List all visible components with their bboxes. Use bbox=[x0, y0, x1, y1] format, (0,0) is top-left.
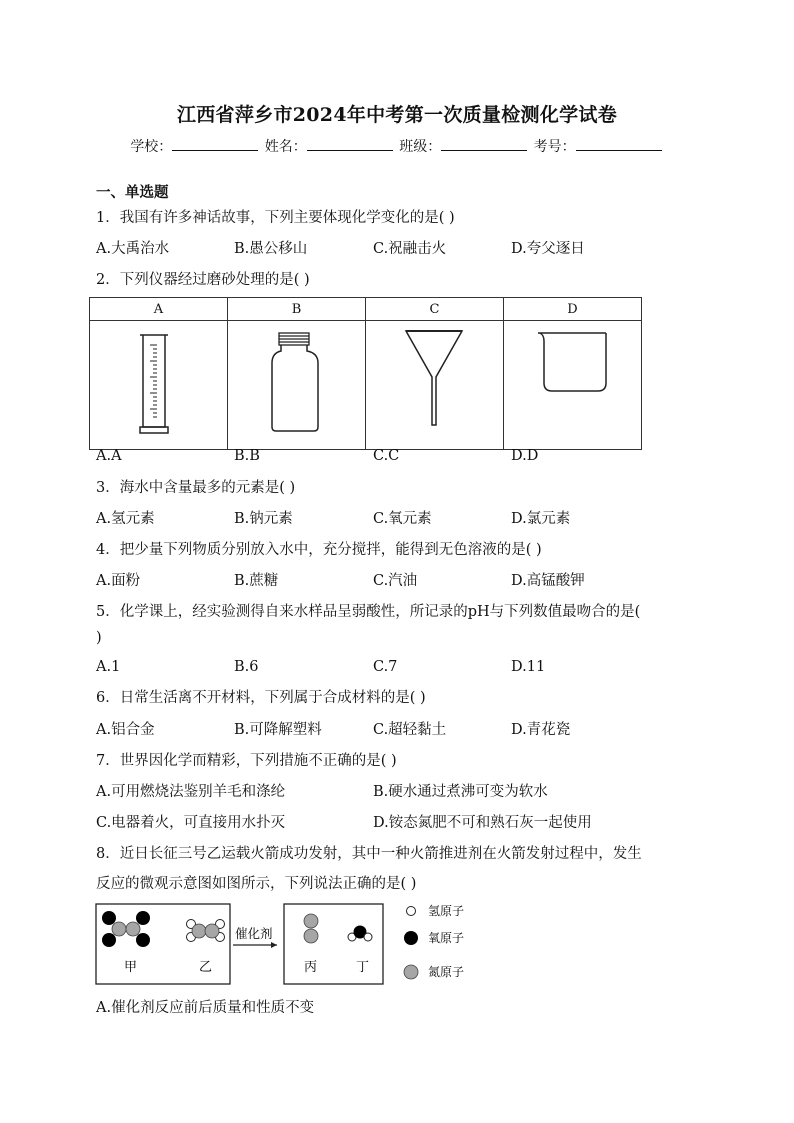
hydrogen-legend-icon bbox=[407, 907, 416, 916]
q6-option-b[interactable]: B.可降解塑料 bbox=[234, 722, 322, 738]
question-5-continued: ) bbox=[96, 630, 102, 646]
q5-option-b[interactable]: B.6 bbox=[234, 659, 259, 675]
q7-option-d[interactable]: D.铵态氮肥不可和熟石灰一起使用 bbox=[373, 815, 592, 831]
q4-option-a[interactable]: A.面粉 bbox=[96, 573, 141, 589]
q2-option-c[interactable]: C.C bbox=[373, 448, 400, 464]
question-6: 6．日常生活离不开材料，下列属于合成材料的是( ) bbox=[96, 690, 426, 706]
q4-option-d[interactable]: D.高锰酸钾 bbox=[511, 573, 585, 589]
q2-option-a[interactable]: A.A bbox=[96, 448, 122, 464]
q7-option-b[interactable]: B.硬水通过煮沸可变为软水 bbox=[373, 784, 548, 800]
question-2: 2．下列仪器经过磨砂处理的是( ) bbox=[96, 272, 310, 288]
funnel-icon bbox=[366, 321, 503, 445]
label-yi: 乙 bbox=[199, 960, 213, 975]
q7-option-c[interactable]: C.电器着火，可直接用水扑灭 bbox=[96, 815, 286, 831]
q3-option-c[interactable]: C.氧元素 bbox=[373, 511, 432, 527]
q2-option-b[interactable]: B.B bbox=[234, 448, 260, 464]
label-bing: 丙 bbox=[304, 960, 318, 975]
q3-option-d[interactable]: D.氯元素 bbox=[511, 511, 571, 527]
oxygen-legend-icon bbox=[404, 931, 418, 945]
q2-option-d[interactable]: D.D bbox=[511, 448, 539, 464]
label-ding: 丁 bbox=[356, 960, 370, 975]
q6-option-d[interactable]: D.青花瓷 bbox=[511, 722, 571, 738]
table-header-d: D bbox=[504, 298, 642, 321]
beaker-cell bbox=[504, 321, 642, 450]
school-blank[interactable] bbox=[172, 136, 258, 151]
reaction-diagram bbox=[95, 901, 485, 991]
student-info-line bbox=[0, 136, 794, 156]
class-label: 班级： bbox=[399, 139, 442, 155]
q3-option-a[interactable]: A.氢元素 bbox=[96, 511, 155, 527]
catalyst-label: 催化剂 bbox=[235, 926, 273, 941]
legend-hydrogen: 氢原子 bbox=[428, 904, 465, 918]
q1-option-c[interactable]: C.祝融击火 bbox=[373, 241, 447, 257]
question-8-continued: 反应的微观示意图如图所示，下列说法正确的是( ) bbox=[96, 876, 417, 892]
graduated-cylinder-icon bbox=[90, 321, 227, 445]
q8-option-a[interactable]: A.催化剂反应前后质量和性质不变 bbox=[96, 1000, 315, 1016]
reagent-bottle-icon bbox=[228, 321, 365, 445]
label-jia: 甲 bbox=[124, 960, 138, 975]
beaker-icon bbox=[504, 321, 641, 445]
question-1: 1．我国有许多神话故事，下列主要体现化学变化的是( ) bbox=[96, 210, 455, 226]
instrument-table bbox=[89, 297, 642, 450]
funnel-cell bbox=[366, 321, 504, 450]
question-5: 5．化学课上，经实验测得自来水样品呈弱酸性，所记录的pH与下列数值最吻合的是( bbox=[96, 604, 641, 620]
q7-option-a[interactable]: A.可用燃烧法鉴别羊毛和涤纶 bbox=[96, 784, 286, 800]
legend-nitrogen: 氮原子 bbox=[428, 965, 465, 979]
q6-option-c[interactable]: C.超轻黏土 bbox=[373, 722, 447, 738]
question-8: 8．近日长征三号乙运载火箭成功发射，其中一种火箭推进剂在火箭发射过程中，发生 bbox=[96, 846, 642, 862]
number-blank[interactable] bbox=[576, 136, 662, 151]
table-header-a: A bbox=[90, 298, 228, 321]
reagent-bottle-cell bbox=[228, 321, 366, 450]
class-blank[interactable] bbox=[441, 136, 527, 151]
q5-option-c[interactable]: C.7 bbox=[373, 659, 398, 675]
graduated-cylinder-cell bbox=[90, 321, 228, 450]
q5-option-a[interactable]: A.1 bbox=[96, 659, 121, 675]
arrow-head-icon bbox=[271, 942, 277, 948]
table-header-c: C bbox=[366, 298, 504, 321]
exam-title: 江西省萍乡市2024年中考第一次质量检测化学试卷 bbox=[176, 104, 618, 126]
question-3: 3．海水中含量最多的元素是( ) bbox=[96, 480, 296, 496]
question-4: 4．把少量下列物质分别放入水中，充分搅拌，能得到无色溶液的是( ) bbox=[96, 542, 542, 558]
q6-option-a[interactable]: A.铝合金 bbox=[96, 722, 155, 738]
q1-option-d[interactable]: D.夸父逐日 bbox=[511, 241, 585, 257]
table-header-b: B bbox=[228, 298, 366, 321]
legend-oxygen: 氧原子 bbox=[428, 931, 465, 945]
legend bbox=[404, 904, 464, 979]
q1-option-b[interactable]: B.愚公移山 bbox=[234, 241, 308, 257]
question-7: 7．世界因化学而精彩，下列措施不正确的是( ) bbox=[96, 753, 397, 769]
name-label: 姓名： bbox=[264, 139, 307, 155]
name-blank[interactable] bbox=[307, 136, 393, 151]
nitrogen-legend-icon bbox=[404, 965, 418, 979]
q5-option-d[interactable]: D.11 bbox=[511, 659, 546, 675]
section-heading: 一、单选题 bbox=[96, 184, 169, 201]
q4-option-c[interactable]: C.汽油 bbox=[373, 573, 418, 589]
q1-option-a[interactable]: A.大禹治水 bbox=[96, 241, 170, 257]
q4-option-b[interactable]: B.蔗糖 bbox=[234, 573, 279, 589]
school-label: 学校： bbox=[130, 139, 173, 155]
q3-option-b[interactable]: B.钠元素 bbox=[234, 511, 293, 527]
number-label: 考号： bbox=[533, 139, 576, 155]
